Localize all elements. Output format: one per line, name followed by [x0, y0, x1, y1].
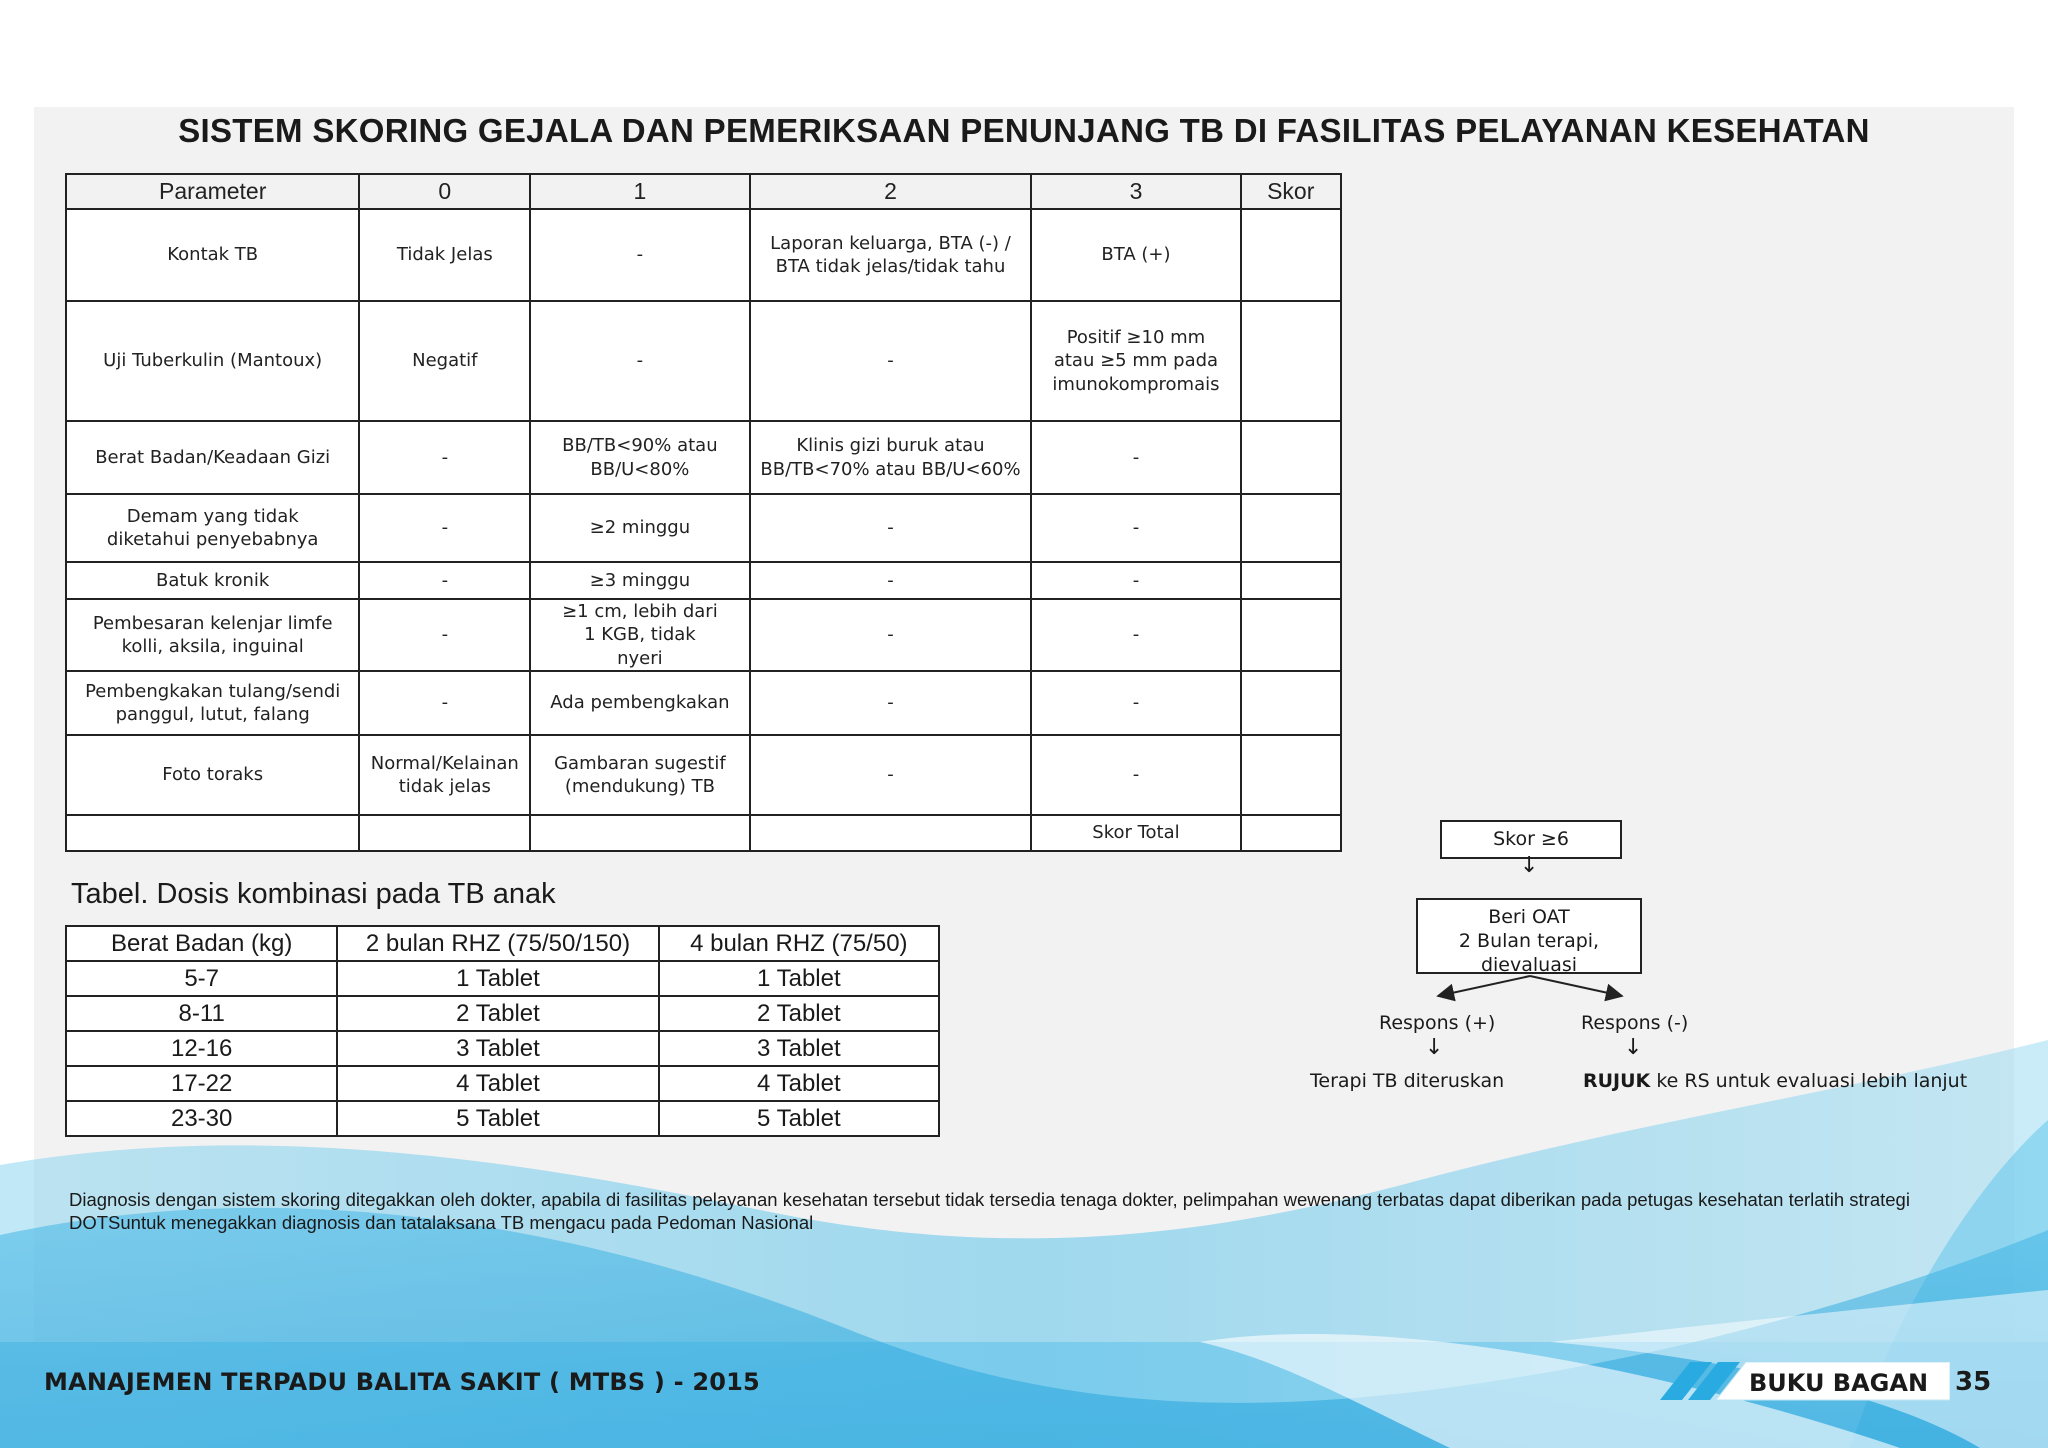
- down-arrow-icon: ↓: [1520, 853, 1539, 878]
- table-cell: 4 Tablet: [337, 1066, 658, 1101]
- table-cell: Pembesaran kelenjar limfe kolli, aksila, inguinal: [66, 599, 359, 671]
- header-berat-badan: Berat Badan (kg): [66, 926, 337, 961]
- respons-positive: Respons (+): [1379, 1012, 1496, 1034]
- table-cell: 2 Tablet: [337, 996, 658, 1031]
- table-cell: -: [359, 671, 530, 735]
- skor-cell: [1241, 209, 1342, 301]
- table-cell: 5 Tablet: [337, 1101, 658, 1136]
- table-cell: -: [1031, 735, 1240, 815]
- table-cell: BB/TB<90% atau BB/U<80%: [530, 421, 749, 494]
- table-cell: ≥2 minggu: [530, 494, 749, 562]
- respons-negative: Respons (-): [1581, 1012, 1689, 1034]
- skor-cell: [1241, 671, 1342, 735]
- table-cell: Ada pembengkakan: [530, 671, 749, 735]
- table-row: [66, 996, 939, 1031]
- table-cell: 23-30: [66, 1101, 337, 1136]
- diagnosis-note: Diagnosis dengan sistem skoring ditegakkan oleh dokter, apabila di fasilitas pelayanan kesehatan tersebut tidak tersedia tenaga dokter, pelimpahan wewenang terbatas dapat diberikan pada petugas kesehatan terlatih strategi DOTSuntuk menegakkan diagnosis dan tatalaksana TB mengacu pada Pedoman Nasional: [69, 1189, 1910, 1233]
- table-cell: -: [359, 421, 530, 494]
- dose-table: [65, 925, 940, 1137]
- table-cell: Uji Tuberkulin (Mantoux): [66, 301, 359, 421]
- rujuk-text: [1583, 1070, 1967, 1092]
- table-cell: Positif ≥10 mm atau ≥5 mm pada imunokompromais: [1031, 301, 1240, 421]
- skor-cell: [1241, 421, 1342, 494]
- skor-cell: [1241, 599, 1342, 671]
- table-cell: 1 Tablet: [337, 961, 658, 996]
- total-row: [66, 815, 1341, 851]
- table-row: [66, 599, 1341, 671]
- table-cell: 8-11: [66, 996, 337, 1031]
- table-row: [66, 961, 939, 996]
- skor-cell: [1241, 494, 1342, 562]
- table-cell: Berat Badan/Keadaan Gizi: [66, 421, 359, 494]
- skor-text: Skor ≥6: [1493, 828, 1569, 850]
- table-row: [66, 562, 1341, 599]
- table-cell: 1 Tablet: [659, 961, 939, 996]
- table-cell: 5 Tablet: [659, 1101, 939, 1136]
- oat-line-2: 2 Bulan terapi, dievaluasi: [1458, 929, 1600, 976]
- page-title: SISTEM SKORING GEJALA DAN PEMERIKSAAN PENUNJANG TB DI FASILITAS PELAYANAN KESEHATAN: [178, 112, 1870, 149]
- table-cell: -: [1031, 599, 1240, 671]
- table-row: [66, 421, 1341, 494]
- dose-table-caption: Tabel. Dosis kombinasi pada TB anak: [71, 878, 556, 910]
- table-row: [66, 671, 1341, 735]
- table-cell: 17-22: [66, 1066, 337, 1101]
- table-cell: -: [1031, 562, 1240, 599]
- down-arrow-icon: ↓: [1624, 1035, 1643, 1060]
- table-row: [66, 1031, 939, 1066]
- table-cell: Pembengkakan tulang/sendi panggul, lutut, falang: [66, 671, 359, 735]
- skor-total-label: Skor Total: [1031, 815, 1240, 851]
- table-cell: Klinis gizi buruk atau BB/TB<70% atau BB/U<60%: [750, 421, 1032, 494]
- table-cell: 5-7: [66, 961, 337, 996]
- footer-label: BUKU BAGAN: [1749, 1369, 1929, 1397]
- table-row: [66, 494, 1341, 562]
- table-row: [66, 1101, 939, 1136]
- table-cell: -: [359, 562, 530, 599]
- table-cell: ≥3 minggu: [530, 562, 749, 599]
- table-row: [66, 1066, 939, 1101]
- branch-arrows: [1290, 810, 1990, 1110]
- rujuk-rest: ke RS untuk evaluasi lebih lanjut: [1650, 1070, 1968, 1092]
- tb-scoring-table: [65, 173, 1342, 852]
- table-cell: -: [750, 562, 1032, 599]
- skor-cell: [1241, 562, 1342, 599]
- table-cell: -: [359, 599, 530, 671]
- rujuk-bold: RUJUK: [1583, 1070, 1651, 1092]
- footer-title: MANAJEMEN TERPADU BALITA SAKIT ( MTBS ) - 2015: [44, 1368, 760, 1396]
- header-4-bulan: 4 bulan RHZ (75/50): [659, 926, 939, 961]
- table-cell: Foto toraks: [66, 735, 359, 815]
- table-row: [66, 735, 1341, 815]
- header-2-bulan: 2 bulan RHZ (75/50/150): [337, 926, 658, 961]
- table-cell: 3 Tablet: [659, 1031, 939, 1066]
- header-parameter: Parameter: [66, 174, 359, 209]
- table-cell: -: [530, 209, 749, 301]
- table-cell: -: [750, 599, 1032, 671]
- table-row: [66, 301, 1341, 421]
- table-cell: -: [359, 494, 530, 562]
- table-cell: 3 Tablet: [337, 1031, 658, 1066]
- table-cell: ≥1 cm, lebih dari 1 KGB, tidak nyeri: [530, 599, 749, 671]
- table-cell: Kontak TB: [66, 209, 359, 301]
- table-cell: Laporan keluarga, BTA (-) / BTA tidak jelas/tidak tahu: [750, 209, 1032, 301]
- table-cell: Negatif: [359, 301, 530, 421]
- page-number: 35: [1955, 1367, 1992, 1397]
- table-header-row: [66, 174, 1341, 209]
- table-cell: [66, 815, 359, 851]
- down-arrow-icon: ↓: [1425, 1035, 1444, 1060]
- table-cell: Gambaran sugestif (mendukung) TB: [530, 735, 749, 815]
- treatment-flowchart: [1290, 810, 1990, 1110]
- table-cell: -: [750, 735, 1032, 815]
- table-cell: -: [530, 301, 749, 421]
- table-cell: -: [750, 301, 1032, 421]
- table-cell: -: [1031, 671, 1240, 735]
- table-cell: -: [750, 671, 1032, 735]
- table-cell: Batuk kronik: [66, 562, 359, 599]
- table-cell: -: [1031, 494, 1240, 562]
- table-cell: -: [750, 494, 1032, 562]
- header-score-0: 0: [359, 174, 530, 209]
- header-score-2: 2: [750, 174, 1032, 209]
- oat-line-1: Beri OAT: [1488, 906, 1570, 928]
- table-cell: [530, 815, 749, 851]
- table-cell: Demam yang tidak diketahui penyebabnya: [66, 494, 359, 562]
- header-score-1: 1: [530, 174, 749, 209]
- table-cell: 2 Tablet: [659, 996, 939, 1031]
- terapi-text: Terapi TB diteruskan: [1310, 1070, 1505, 1092]
- skor-cell: [1241, 735, 1342, 815]
- table-cell: -: [1031, 421, 1240, 494]
- table-cell: Tidak Jelas: [359, 209, 530, 301]
- table-cell: Normal/Kelainan tidak jelas: [359, 735, 530, 815]
- skor-cell: [1241, 301, 1342, 421]
- table-cell: [750, 815, 1032, 851]
- header-skor: Skor: [1241, 174, 1342, 209]
- table-row: [66, 209, 1341, 301]
- table-cell: [359, 815, 530, 851]
- table-cell: 4 Tablet: [659, 1066, 939, 1101]
- header-score-3: 3: [1031, 174, 1240, 209]
- table-cell: BTA (+): [1031, 209, 1240, 301]
- table-cell: 12-16: [66, 1031, 337, 1066]
- table-header-row: [66, 926, 939, 961]
